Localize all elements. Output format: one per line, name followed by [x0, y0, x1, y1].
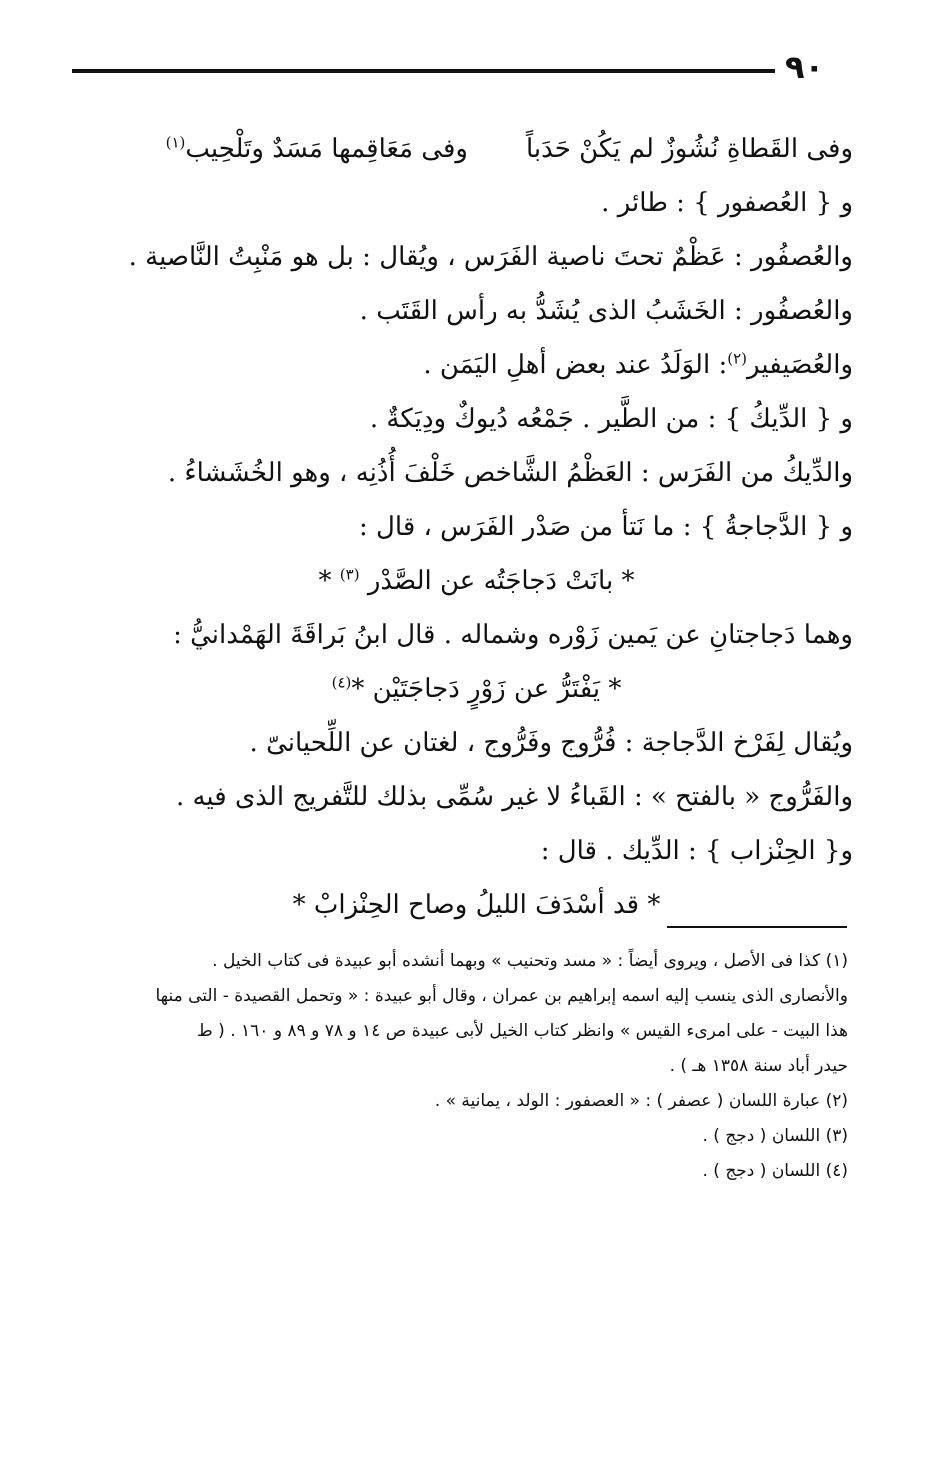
entry-hinzab: و{ الحِنْزاب } : الدِّيك . قال : [540, 836, 853, 866]
footnotes [80, 944, 848, 1189]
footnote-ref-3: (٣) [339, 565, 360, 584]
entry-dajaja: و { الدَّجاجةُ } : ما نَتأ من صَدْر الفَرَس ، قال : [359, 512, 853, 542]
entry-farruj-qaba: والفَرُّوج « بالفتح » : القَباءُ لا غير سُمِّى بذلك للتَّفريج الذى فيه . [175, 782, 853, 812]
footnote-4: (٤) اللسان ( دجج ) . [702, 1161, 848, 1181]
entry-asfur-wood: والعُصفُور : الخَشَبُ الذى يُشَدُّ به رأس القَتَب . [359, 296, 853, 326]
footnote-ref-1: (١) [165, 133, 186, 152]
footnote-rule [667, 926, 847, 928]
main-text [100, 122, 853, 932]
usayfir-word: والعُصَيفير [747, 350, 853, 380]
footnote-1-line-3: هذا البيت - على امرىء القيس » وانظر كتاب الخيل لأبى عبيدة ص ١٤ و ٧٨ و ٨٩ و ١٦٠ . ( ط [197, 1021, 848, 1041]
footnote-2: (٢) عبارة اللسان ( عصفر ) : « العصفور : الولد ، يمانية » . [434, 1091, 848, 1111]
verse-line [100, 122, 853, 176]
header-rule [72, 69, 775, 73]
footnote-ref-4: (٤) [331, 673, 352, 692]
entry-asfur-bone: والعُصفُور : عَظْمٌ تحتَ ناصية الفَرَس ، ويُقال : بل هو مَنْبِتُ النَّاصية . [128, 242, 853, 272]
footnote-1-line-4: حيدر أباد سنة ١٣٥٨ هـ ) . [669, 1056, 848, 1076]
entry-asfur: و { العُصفور } : طائر . [601, 188, 853, 218]
entry-dik-horse: والدِّيكُ من الفَرَس : العَظْمُ الشَّاخص خَلْفَ أُذُنِه ، وهو الخُشَشاءُ . [167, 458, 853, 488]
footnote-ref-2: (٢) [727, 349, 748, 368]
footnote-1-line-1: (١) كذا فى الأصل ، ويروى أيضاً : « مسد وتحنيب » وبهما أنشده أبو عبيدة فى كتاب الخيل . [212, 951, 848, 971]
second-hemistich [166, 122, 468, 176]
page-number: ٩٠ [785, 48, 825, 86]
entry-dik: و { الدِّيكُ } : من الطَّير . جَمْعُه دُيوكٌ ودِيَكةٌ . [369, 404, 853, 434]
verse-hinzab: * قد أسْدَفَ الليلُ وصاح الحِنْزابْ * [292, 890, 661, 920]
footnote-3: (٣) اللسان ( دجج ) . [702, 1126, 848, 1146]
entry-dajajatan: وهما دَجاجتانِ عن يَمين زَوْره وشماله . قال ابنُ بَراقَةَ الهَمْدانيُّ : [173, 620, 853, 650]
verse-yaftarru [100, 662, 853, 716]
verse-dajaja-star: * [318, 566, 332, 596]
verse-dajaja-text: * بانَتْ دَجاجَتُه عن الصَّدْر [367, 566, 635, 596]
footnote-1-line-2: والأنصارى الذى ينسب إليه اسمه إبراهيم بن عمران ، وقال أبو عبيدة : « وتحمل القصيدة - التى منها [155, 986, 848, 1006]
entry-usayfir [100, 338, 853, 392]
first-hemistich: وفى القَطاةِ نُشُوزٌ لم يَكُنْ حَدَباً [525, 134, 853, 164]
verse-yaftarru-text: * يَفْتَرُّ عن زَوْرٍ دَجاجَتَيْن * [351, 674, 622, 704]
verse-dajaja [100, 554, 853, 608]
second-hemistich-text: وفى مَعَاقِمها مَسَدٌ وتَلْحِيب [185, 134, 468, 164]
usayfir-definition: : الوَلَدُ عند بعض أهلِ اليَمَن . [423, 350, 728, 380]
entry-farruj: ويُقال لِفَرْخ الدَّجاجة : فُرُّوج وفَرُّوج ، لغتان عن اللِّحيانىّ . [249, 728, 853, 758]
